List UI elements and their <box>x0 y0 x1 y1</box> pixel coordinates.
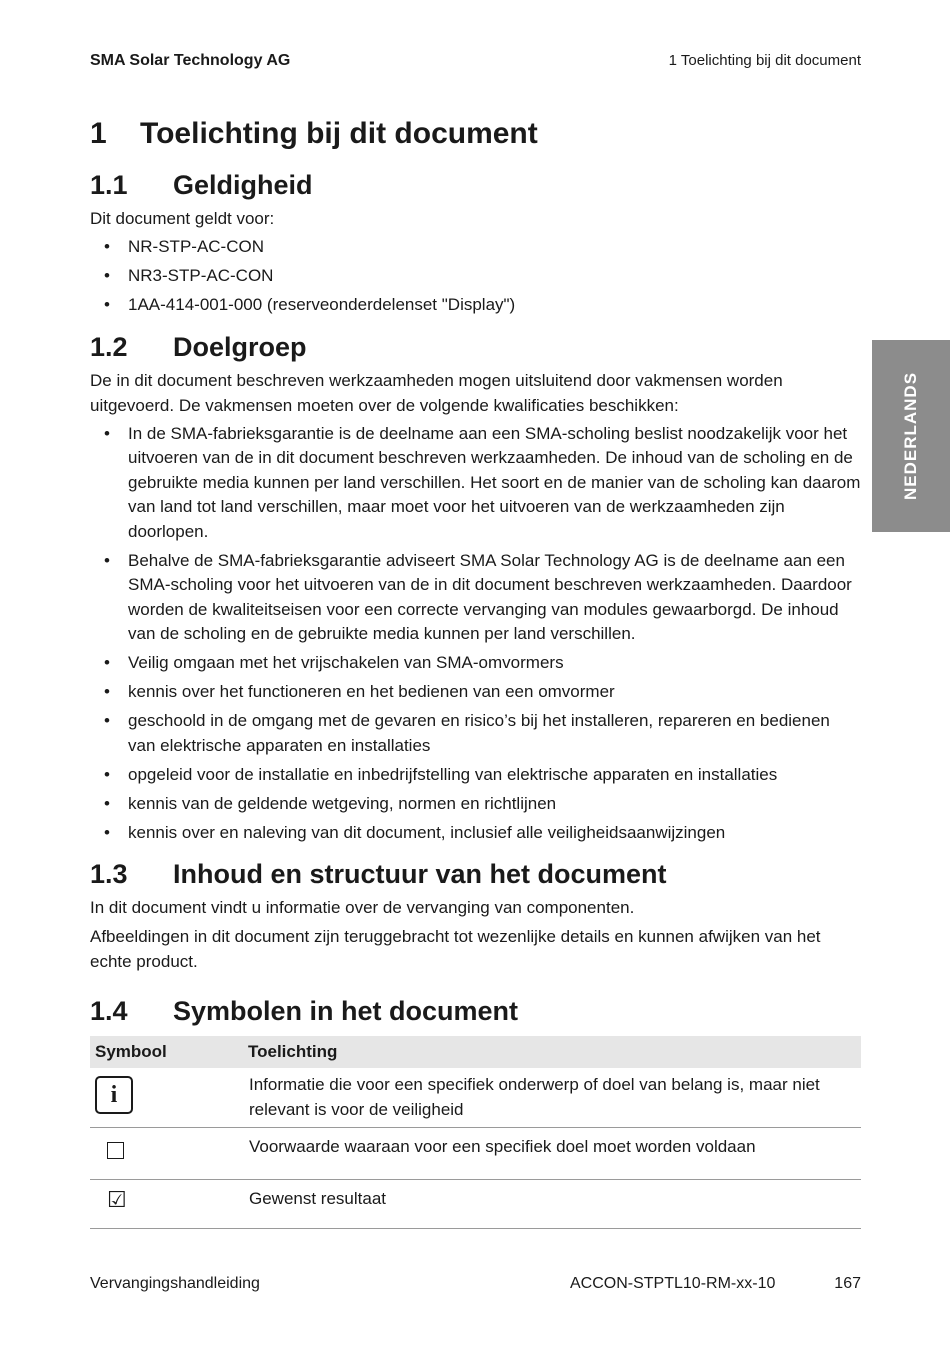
page-footer <box>90 1275 861 1297</box>
list-item: • kennis over en naleving van dit document, inclusief alle veiligheidsaanwijzingen <box>90 821 861 846</box>
language-side-tab <box>872 340 950 532</box>
table-row <box>90 1068 861 1128</box>
list-item: • NR3-STP-AC-CON <box>90 264 861 289</box>
section-heading-target-group <box>90 330 861 364</box>
list-item: • Behalve de SMA-fabrieksgarantie adviseert SMA Solar Technology AG is de deelname aan een SMA-scholing voor het uitvoeren van de in dit document beschreven werkzaamheden. Daardoor worden de kwaliteitseisen voor een correcte vervanging van modules gewaarborgd. De inhoud van de scholing en de gebruikte media kunnen per land verschillen. <box>90 549 861 647</box>
section-number: 1.2 <box>90 331 128 362</box>
header-company: SMA Solar Technology AG <box>90 52 291 69</box>
content-paragraph: Afbeeldingen in dit document zijn teruggebracht tot wezenlijke details en kunnen afwijken van het echte product. <box>90 927 821 971</box>
table-row <box>90 1179 861 1229</box>
explanation-cell: Gewenst resultaat <box>243 1179 861 1229</box>
page-header <box>90 52 861 74</box>
column-header-symbol: Symbool <box>90 1036 243 1068</box>
page-content <box>90 114 861 1229</box>
explanation-cell: Voorwaarde waaraan voor een specifiek doel moet worden voldaan <box>243 1128 861 1180</box>
section-heading-content <box>90 857 861 891</box>
side-tab-label: NEDERLANDS <box>901 371 920 501</box>
qualifications-list <box>90 422 861 846</box>
validity-intro: Dit document geldt voor: <box>90 209 275 228</box>
chapter-number: 1 <box>90 117 107 150</box>
table-row <box>90 1128 861 1180</box>
symbol-cell <box>90 1179 243 1229</box>
page-number: 167 <box>834 1275 861 1292</box>
section-number: 1.1 <box>90 170 128 200</box>
symbols-table <box>90 1036 861 1229</box>
section-title: Inhoud en structuur van het document <box>173 859 667 889</box>
list-item: • Veilig omgaan met het vrijschakelen van SMA-omvormers <box>90 651 861 676</box>
list-item: • opgeleid voor de installatie en inbedrijfstelling van elektrische apparaten en installaties <box>90 763 861 788</box>
list-item: • In de SMA-fabrieksgarantie is de deelname aan een SMA-scholing beslist noodzakelijk voor het uitvoeren van de in dit document beschreven werkzaamheden. De inhoud van de scholing en de gebruikte media kunnen per land verschillen. Het soort en de manier van de scholing kan daarom van land tot land verschillen, maar moet voor het uitvoeren van de werkzaamheden zijn doorlopen. <box>90 422 861 545</box>
list-item: • 1AA-414-001-000 (reserveonderdelenset "Display") <box>90 293 861 318</box>
list-item: • kennis van de geldende wetgeving, normen en richtlijnen <box>90 792 861 817</box>
symbol-cell <box>90 1068 243 1128</box>
section-title: Geldigheid <box>173 170 313 200</box>
checkbox-empty-icon <box>107 1142 124 1159</box>
list-item: • NR-STP-AC-CON <box>90 235 861 260</box>
section-title: Symbolen in het document <box>173 996 519 1026</box>
footer-manual-title: Vervangingshandleiding <box>90 1275 260 1292</box>
column-header-explanation: Toelichting <box>243 1036 861 1068</box>
section-number: 1.3 <box>90 859 128 889</box>
footer-doc-code: ACCON-STPTL10-RM-xx-10 <box>570 1275 776 1292</box>
section-title: Doelgroep <box>173 331 307 362</box>
chapter-title-text: Toelichting bij dit document <box>140 117 538 150</box>
validity-list <box>90 235 861 318</box>
header-chapter: 1 Toelichting bij dit document <box>668 52 861 69</box>
section-heading-validity <box>90 168 861 202</box>
target-group-intro: De in dit document beschreven werkzaamheden mogen uitsluitend door vakmensen worden uitgevoerd. De vakmensen moeten over de volgende kwalificaties beschikken: <box>90 370 783 415</box>
section-heading-symbols <box>90 994 861 1028</box>
table-header-row <box>90 1036 861 1068</box>
content-paragraph: In dit document vindt u informatie over de vervanging van componenten. <box>90 898 635 917</box>
list-item: • geschoold in de omgang met de gevaren en risico’s bij het installeren, repareren en bedienen van elektrische apparaten en installaties <box>90 709 861 758</box>
info-icon: i <box>95 1076 133 1114</box>
symbol-cell <box>90 1128 243 1180</box>
checkbox-checked-icon: ☑ <box>107 1187 127 1213</box>
chapter-title <box>90 114 861 154</box>
list-item: • kennis over het functioneren en het bedienen van een omvormer <box>90 680 861 705</box>
explanation-cell: Informatie die voor een specifiek onderwerp of doel van belang is, maar niet relevant is voor de veiligheid <box>243 1068 861 1128</box>
section-number: 1.4 <box>90 996 128 1026</box>
